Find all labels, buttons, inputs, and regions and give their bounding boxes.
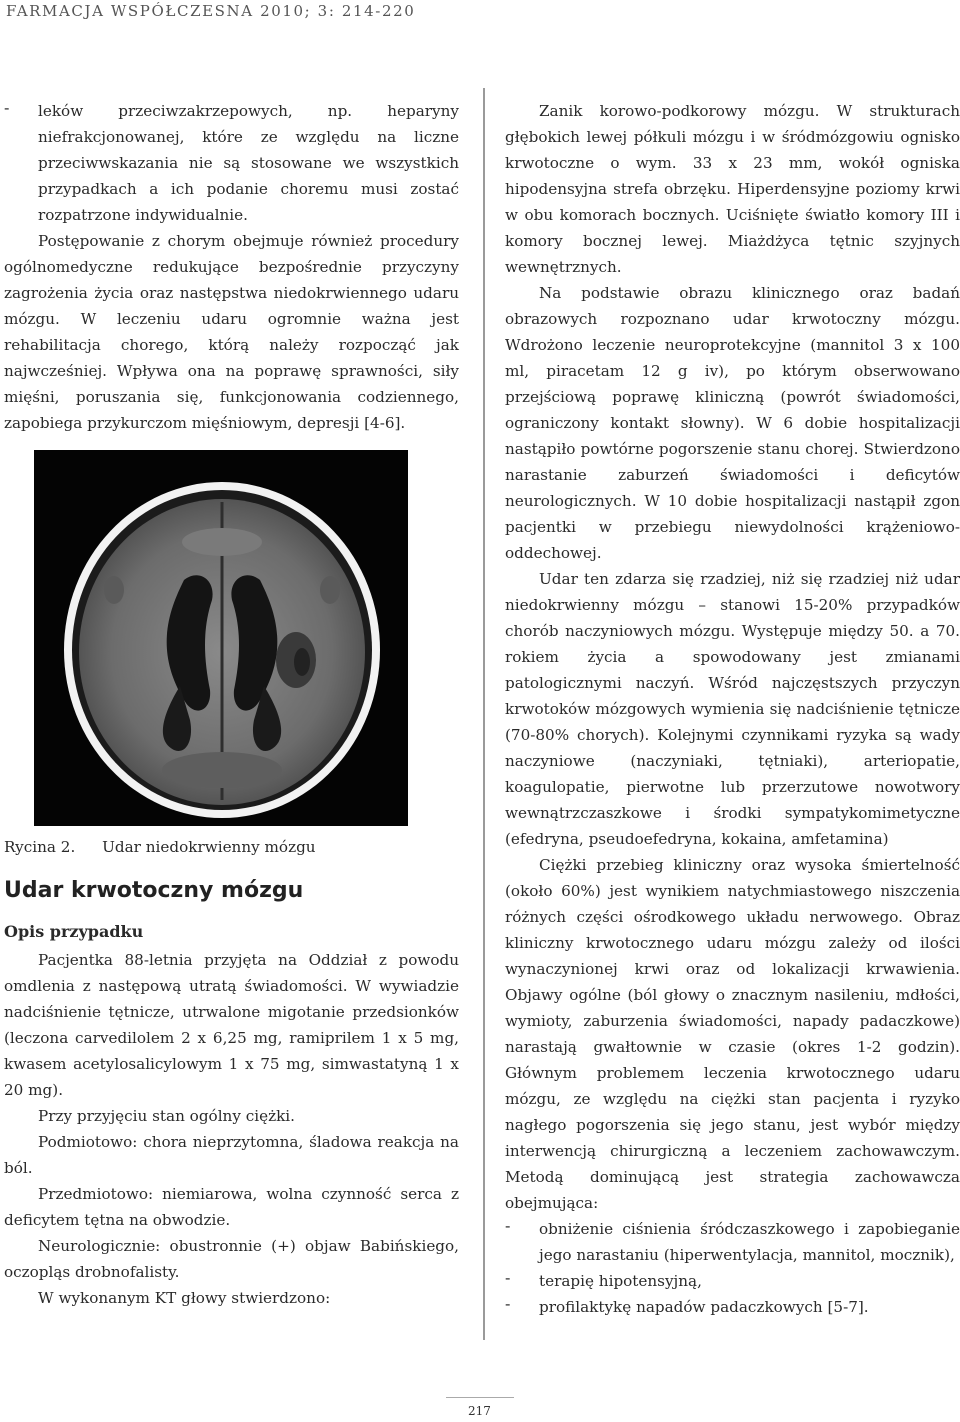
left-column	[4, 98, 459, 1311]
figure-caption-text: Udar niedokrwienny mózgu	[102, 838, 316, 856]
list-dash: -	[505, 1294, 511, 1313]
page-number: 217	[468, 1404, 491, 1418]
paragraph: Postępowanie z chorym obejmuje również procedury ogólnomedyczne redukujące bezpośrednie przyczyny zagrożenia życia oraz następstwa niedokrwiennego udaru mózgu. W leczeniu udaru ogromnie ważna jest rehabilitacja chorego, którą należy rozpocząć jak najwcześniej. Wpływa ona na poprawę sprawności, siły mięśni, poruszania się, funkcjonowania codziennego, zapobiega przykurczom mięśniowym, depresji [4-6].	[4, 232, 459, 432]
list-item	[4, 98, 459, 228]
list-dash: -	[4, 98, 10, 117]
list-item-text: profilaktykę napadów padaczkowych [5-7].	[539, 1298, 869, 1316]
paragraph: Udar ten zdarza się rzadziej, niż się rzadziej niż udar niedokrwienny mózgu – stanowi 15-20% przypadków chorób naczyniowych mózgu. Występuje między 50. a 70. rokiem życia a spowodowany jest zmianami patologicznymi naczyń. Wśród najczęstszych przyczyn krwotoków mózgowych wymienia się nadciśnienie tętnicze (70-80% chorych). Kolejnymi czynnikami ryzyka są wady naczyniowe (naczyniaki, tętniaki), arteriopatie, koagulopatie, pierwotne lub przerzutowe nowotwory wewnątrzczaszkowe i środki sympatykomimetyczne (efedryna, pseudoefedryna, kokaina, amfetamina)	[505, 570, 960, 848]
paragraph: Zanik korowo-podkorowy mózgu. W strukturach głębokich lewej półkuli mózgu i w śródmózgowiu ognisko krwotoczne o wym. 33 x 23 mm, wokół ogniska hipodensyjna strefa obrzęku. Hiperdensyjne poziomy krwi w obu komorach bocznych. Uciśnięte światło komory III i komory bocznej lewej. Miażdżyca tętnic szyjnych wewnętrznych.	[505, 102, 960, 276]
list-item	[505, 1216, 960, 1268]
figure-label: Rycina 2.	[4, 838, 76, 856]
footer-rule	[446, 1397, 514, 1398]
list-item	[505, 1294, 960, 1320]
paragraph: Na podstawie obrazu klinicznego oraz badań obrazowych rozpoznano udar krwotoczny mózgu. Wdrożono leczenie neuroprotekcyjne (mannitol 3 x 100 ml, piracetam 12 g iv), po którym obserwowano przejściową poprawę kliniczną (powrót świadomości, ograniczony kontakt słowny). W 6 dobie hospitalizacji nastąpiło powtórne pogorszenie stanu chorej. Stwierdzono narastanie zaburzeń świadomości i deficytów neurologicznych. W 10 dobie hospitalizacji nastąpił zgon pacjentki w przebiegu niewydolności krążeniowo-oddechowej.	[505, 284, 960, 562]
paragraph: Przy przyjęciu stan ogólny ciężki.	[38, 1107, 295, 1125]
paragraph: W wykonanym KT głowy stwierdzono:	[38, 1289, 331, 1307]
right-column	[505, 98, 960, 1320]
list-item-text: obniżenie ciśnienia śródczaszkowego i zapobieganie jego narastaniu (hiperwentylacja, mannitol, mocznik),	[539, 1220, 960, 1264]
column-divider	[483, 88, 485, 1340]
list-item-text: leków przeciwzakrzepowych, np. heparyny niefrakcjonowanej, które ze względu na liczne przeciwwskazania nie są stosowane we wszystkich przypadkach a ich podanie choremu musi zostać rozpatrzone indywidualnie.	[38, 102, 459, 224]
paragraph: Neurologicznie: obustronnie (+) objaw Babińskiego, oczopląs drobnofalisty.	[4, 1237, 459, 1281]
running-head: FARMACJA WSPÓŁCZESNA 2010; 3: 214-220	[6, 2, 416, 20]
paragraph: Przedmiotowo: niemiarowa, wolna czynność serca z deficytem tętna na obwodzie.	[4, 1185, 459, 1229]
figure-caption	[4, 834, 459, 860]
paragraph: Ciężki przebieg kliniczny oraz wysoka śmiertelność (około 60%) jest wynikiem natychmiastowego niszczenia różnych części ośrodkowego układu nerwowego. Obraz kliniczny krwotocznego udaru mózgu zależy od ilości wynaczynionej krwi oraz od lokalizacji krwawienia. Objawy ogólne (ból głowy o znacznym nasileniu, mdłości, wymioty, zaburzenia świadomości, napady padaczkowe) narastają gwałtownie w czasie (okres 1-2 godzin). Głównym problemem leczenia krwotocznego udaru mózgu, ze względu na ciężki stan pacjenta i ryzyko nagłego pogorszenia się jego stanu, jest wybór między interwencją chirurgiczną a leczeniem zachowawczym. Metodą dominującą jest strategia zachowawcza obejmująca:	[505, 856, 960, 1212]
list-dash: -	[505, 1268, 511, 1287]
paragraph: Podmiotowo: chora nieprzytomna, śladowa reakcja na ból.	[4, 1133, 459, 1177]
list-item	[505, 1268, 960, 1294]
subheading: Opis przypadku	[4, 922, 144, 941]
list-dash: -	[505, 1216, 511, 1235]
paragraph: Pacjentka 88-letnia przyjęta na Oddział z powodu omdlenia z następową utratą świadomości. W wywiadzie nadciśnienie tętnicze, utrwalone migotanie przedsionków (leczona carvedilolem 2 x 6,25 mg, ramiprilem 1 x 5 mg, kwasem acetylosalicylowym 1 x 75 mg, simwastatyną 1 x 20 mg).	[4, 951, 459, 1099]
ct-brain-scan-image	[34, 450, 408, 826]
list-item-text: terapię hipotensyjną,	[539, 1272, 702, 1290]
section-heading: Udar krwotoczny mózgu	[4, 878, 304, 903]
